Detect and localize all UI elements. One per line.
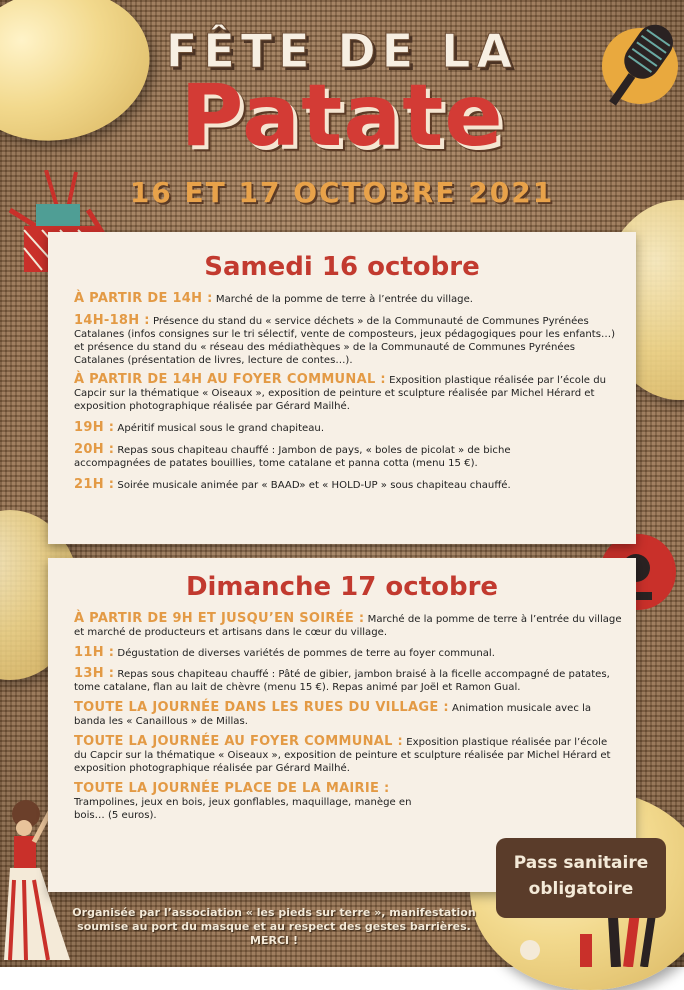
entry-time: 14H-18H : — [74, 313, 150, 328]
program-entry — [74, 782, 436, 822]
entry-time: TOUTE LA JOURNÉE PLACE DE LA MAIRIE : — [74, 781, 390, 796]
saturday-panel — [48, 232, 636, 544]
page-title: Patate — [180, 66, 504, 166]
entry-text: Marché de la pomme de terre à l’entrée du village et marché de producteurs et artisans dans le cœur du village. — [74, 614, 622, 638]
program-entry — [74, 373, 624, 413]
program-entry — [74, 478, 624, 492]
program-entry — [74, 443, 566, 470]
title-top: FÊTE DE LA — [165, 24, 519, 78]
entry-text: Trampolines, jeux en bois, jeux gonflables, maquillage, manège en bois… (5 euros). — [74, 797, 412, 821]
pass-sanitaire-badge — [496, 838, 666, 918]
program-entry — [74, 667, 624, 694]
entry-time: À PARTIR DE 9H ET JUSQU’EN SOIRÉE : — [74, 611, 365, 626]
pass-line-2: obligatoire — [528, 879, 634, 899]
program-entry — [74, 646, 624, 660]
entry-text: Exposition plastique réalisée par l’école du Capcir sur la thématique « Oiseaux », exposition de peinture et sculpture réalisée par Michel Hérard et exposition photographique réalisée par Gérard Mailhé. — [74, 375, 607, 412]
entry-time: À PARTIR DE 14H AU FOYER COMMUNAL : — [74, 372, 386, 387]
entry-time: TOUTE LA JOURNÉE DANS LES RUES DU VILLAGE : — [74, 700, 449, 715]
sunday-heading: Dimanche 17 octobre — [185, 572, 499, 602]
entry-time: 11H : — [74, 645, 115, 660]
program-entry — [74, 735, 616, 775]
pass-line-1: Pass sanitaire — [513, 853, 649, 873]
event-dates: 16 ET 17 OCTOBRE 2021 — [129, 176, 555, 209]
entry-time: À PARTIR DE 14H : — [74, 291, 213, 306]
entry-time: 19H : — [74, 420, 115, 435]
program-entry — [74, 314, 624, 367]
entry-time: 21H : — [74, 477, 115, 492]
entry-text: Exposition plastique réalisée par l’école du Capcir sur la thématique « Oiseaux », exposition de peinture et sculpture réalisée par Michel Hérard et exposition photographique réalisée par Gérard Mailhé. — [74, 737, 611, 774]
entry-time: 13H : — [74, 666, 115, 681]
footer-note: Organisée par l’association « les pieds sur terre », manifestation soumise au port du masque et au respect des gestes barrières. MERCI ! — [72, 906, 476, 947]
entry-text: Repas sous chapiteau chauffé : Pâté de gibier, jambon braisé à la ficelle accompagné de patates, tome catalane, flan au lait de chèvre (menu 15 €). Repas animé par Joël et Ramon Gual. — [74, 669, 610, 693]
program-entry — [74, 292, 624, 306]
entry-time: 20H : — [74, 442, 115, 457]
entry-text: Animation musicale avec la banda les « Canaillous » de Millas. — [74, 703, 592, 727]
program-entry — [74, 612, 624, 639]
entry-text: Marché de la pomme de terre à l’entrée du village. — [215, 294, 474, 305]
entry-text: Présence du stand du « service déchets » de la Communauté de Communes Pyrénées Catalanes (infos consignes sur le tri sélectif, vente de composteurs, jeux pédagogiques pour les enfants…) et présence du stand du « réseau des médiathèques » de la Communauté de Communes Pyrénées Catalanes (présentation de livres, lecture de contes…). — [74, 316, 616, 366]
entry-text: Repas sous chapiteau chauffé : Jambon de pays, « boles de picolat » de biche accompagnées de patates bouillies, tome catalane et panna cotta (menu 15 €). — [74, 445, 511, 469]
entry-text: Apéritif musical sous le grand chapiteau. — [117, 423, 325, 434]
program-entry — [74, 421, 624, 435]
entry-time: TOUTE LA JOURNÉE AU FOYER COMMUNAL : — [74, 734, 404, 749]
saturday-heading: Samedi 16 octobre — [204, 252, 480, 282]
entry-text: Dégustation de diverses variétés de pommes de terre au foyer communal. — [117, 648, 495, 659]
program-entry — [74, 701, 624, 728]
entry-text: Soirée musicale animée par « BAAD» et « HOLD-UP » sous chapiteau chauffé. — [117, 480, 511, 491]
